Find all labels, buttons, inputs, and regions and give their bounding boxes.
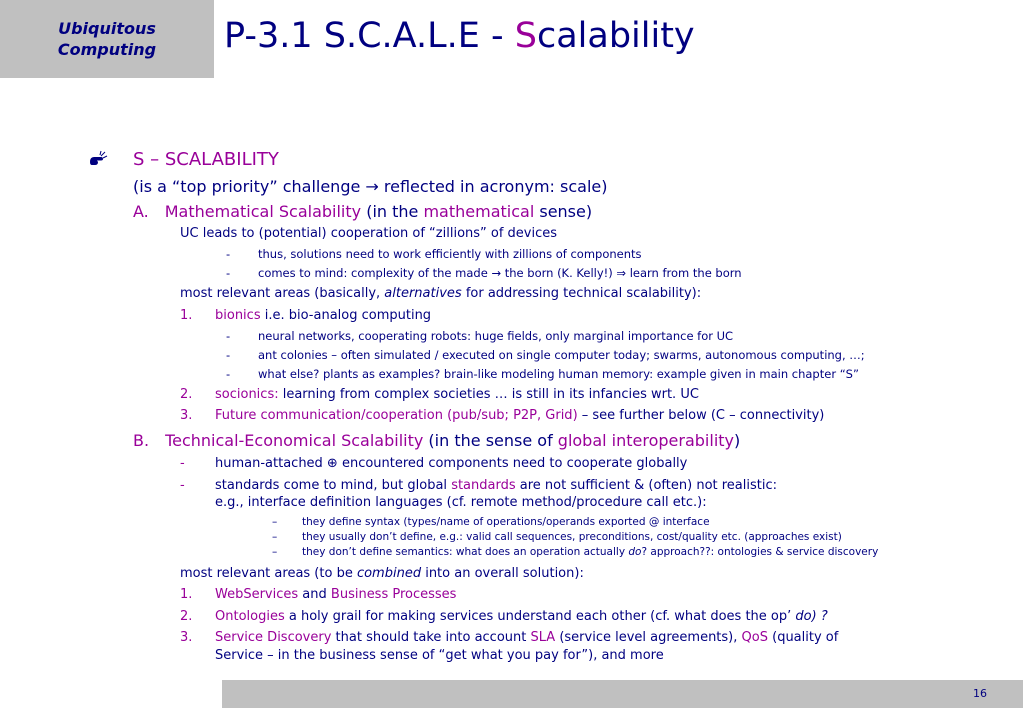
b-item-2-text: Ontologies a holy grail for making services understand each other (cf. what does the op’ do) ? — [215, 609, 828, 624]
list-dash: - — [226, 329, 231, 343]
a-item-3-text: Future communication/cooperation (pub/sub; P2P, Grid) – see further below (C – connectivity) — [215, 408, 825, 423]
b-bullet-1: human-attached ⊕ encountered components need to cooperate globally — [215, 456, 688, 471]
list-dash: - — [226, 266, 231, 280]
section-subheading: (is a “top priority” challenge → reflected in acronym: scale) — [133, 177, 608, 196]
list-dash: - — [180, 456, 185, 471]
brand-line-1: Ubiquitous — [58, 19, 156, 38]
page-number: 16 — [973, 687, 987, 700]
a-item-1-text: bionics i.e. bio-analog computing — [215, 308, 432, 323]
section-heading: S – SCALABILITY — [133, 149, 279, 170]
title-prefix: P-3.1 S.C.A.L.E - — [224, 16, 515, 56]
b-item-1-text: WebServices and Business Processes — [215, 587, 457, 602]
b-item-2: 2. — [180, 609, 193, 624]
b-sub-1: they define syntax (types/name of operations/operands exported @ interface — [302, 516, 710, 528]
title-highlight: S — [514, 16, 537, 56]
b-sub-2: they usually don’t define, e.g.: valid call sequences, preconditions, cost/quality etc. (approaches exist) — [302, 531, 842, 543]
a-line-1: UC leads to (potential) cooperation of “zillions” of devices — [180, 226, 558, 241]
b-bullet-2: standards come to mind, but global standards are not sufficient & (often) not realistic: — [215, 478, 778, 493]
a-item-1: 1. — [180, 308, 193, 323]
bionics-sub-3: what else? plants as examples? brain-like modeling human memory: example given in main chapter “S” — [258, 367, 859, 381]
list-dash: – — [272, 531, 278, 543]
b-sub-3: they don’t define semantics: what does an operation actually do? approach??: ontologies & service discovery — [302, 546, 879, 558]
list-dash: – — [272, 516, 278, 528]
b-item-1: 1. — [180, 587, 193, 602]
footer-bar — [222, 680, 1023, 708]
b-item-3-text: Service Discovery that should take into account SLA (service level agreements), QoS (quality of — [215, 630, 839, 645]
list-dash: - — [226, 247, 231, 261]
heading-b: B. Technical-Economical Scalability (in the sense of global interoperability) — [133, 431, 741, 450]
b-item-3-cont: Service – in the business sense of “get what you pay for”), and more — [215, 648, 664, 663]
brand-line-2: Computing — [57, 40, 157, 59]
a-item-3: 3. — [180, 408, 193, 423]
bionics-sub-1: neural networks, cooperating robots: huge fields, only marginal importance for UC — [258, 329, 734, 343]
list-dash: - — [226, 367, 231, 381]
a-item-2: 2. — [180, 387, 193, 402]
b-item-3: 3. — [180, 630, 193, 645]
list-dash: - — [180, 478, 185, 493]
bionics-sub-2: ant colonies – often simulated / executed on single computer today; swarms, autonomous computing, …; — [258, 348, 865, 362]
heading-a: A. Mathematical Scalability (in the mathematical sense) — [133, 202, 593, 221]
list-dash: – — [272, 546, 278, 558]
a-sub-2: comes to mind: complexity of the made → the born (K. Kelly!) ⇒ learn from the born — [258, 266, 742, 280]
b-bullet-2-cont: e.g., interface definition languages (cf. remote method/procedure call etc.): — [215, 495, 707, 510]
title-suffix: calability — [536, 16, 695, 56]
a-areas: most relevant areas (basically, alternatives for addressing technical scalability): — [180, 286, 702, 301]
a-item-2-text: socionics: learning from complex societies … is still in its infancies wrt. UC — [215, 387, 699, 402]
list-dash: - — [226, 348, 231, 362]
b-areas: most relevant areas (to be combined into an overall solution): — [180, 566, 584, 581]
a-sub-1: thus, solutions need to work efficiently with zillions of components — [258, 247, 642, 261]
